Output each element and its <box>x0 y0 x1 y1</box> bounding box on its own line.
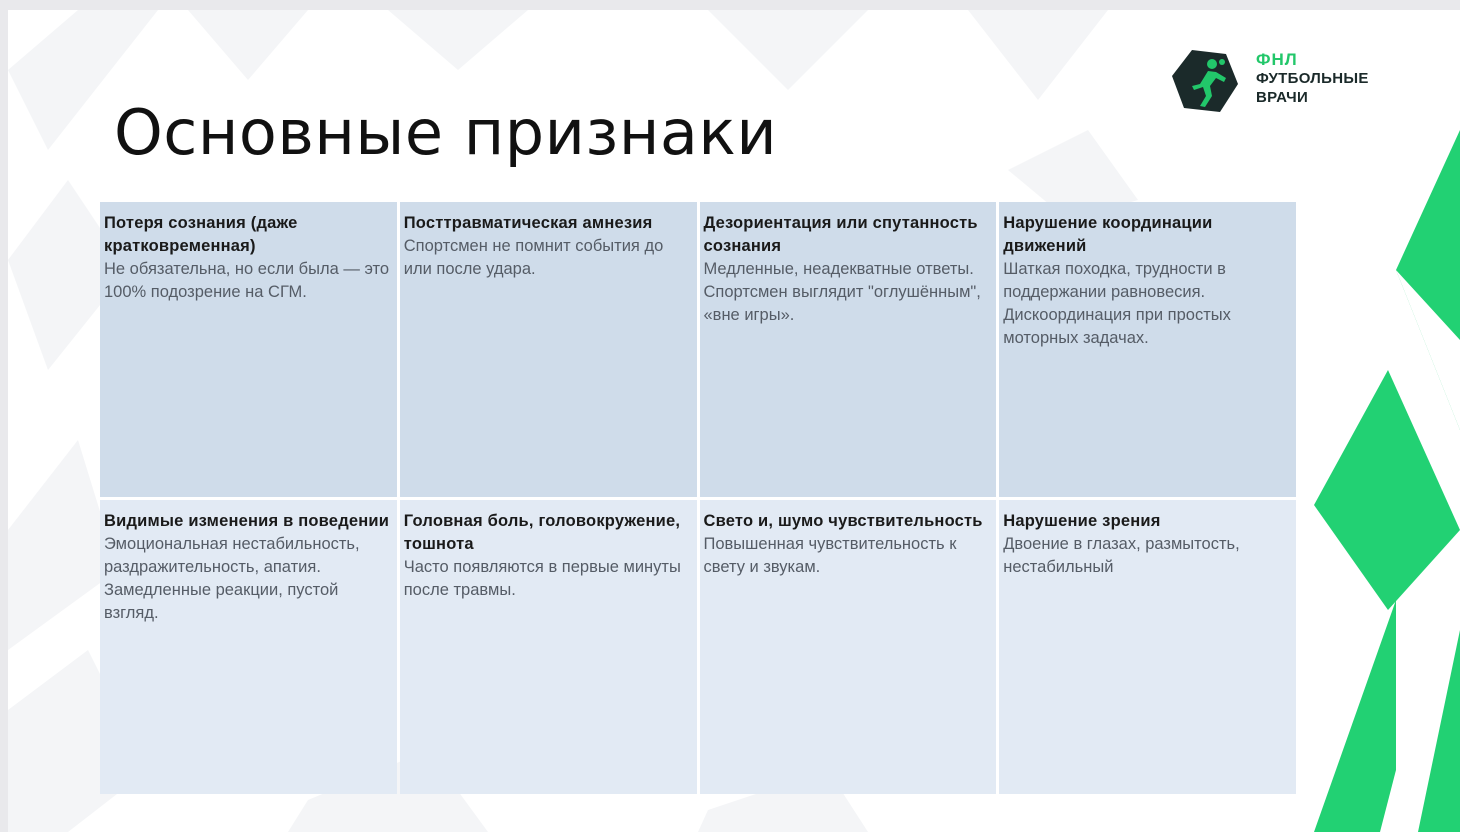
sign-description: Спортсмен не помнит события до или после удара. <box>403 237 664 278</box>
sign-cell-amnesia <box>400 202 697 497</box>
sign-title: Видимые изменения в поведении <box>104 511 390 530</box>
sign-description: Повышенная чувствительность к свету и звукам. <box>703 534 957 576</box>
sign-description: Шаткая походка, трудности в поддержании равновесия. Дискоординация при простых моторных задачах. <box>1003 260 1231 347</box>
logo-text-fnl: ФНЛ <box>1256 50 1298 69</box>
sign-cell-coordination <box>999 202 1296 497</box>
sign-description: Часто появляются в первые минуты после травмы. <box>403 557 681 599</box>
sign-title: Нарушение зрения <box>1003 511 1161 530</box>
sign-cell-behavior <box>100 500 397 795</box>
sign-description: Медленные, неадекватные ответы. Спортсмен выглядит "оглушённым", «вне игры». <box>703 260 981 324</box>
slide <box>8 10 1460 832</box>
logo-text-doctors: ВРАЧИ <box>1256 89 1309 106</box>
sign-cell-headache <box>400 500 697 795</box>
football-player-hexagon-icon <box>1170 46 1240 116</box>
sign-title: Потеря сознания (даже кратковременная) <box>104 214 298 255</box>
sign-description: Двоение в глазах, размытость, нестабильный <box>1003 534 1240 576</box>
logo-text-football: ФУТБОЛЬНЫЕ <box>1256 70 1369 87</box>
sign-title: Нарушение координации движений <box>1003 214 1213 255</box>
sign-title: Головная боль, головокружение, тошнота <box>403 511 681 553</box>
sign-title: Посттравматическая амнезия <box>403 214 653 232</box>
sign-description: Эмоциональная нестабильность, раздражительность, апатия. Замедленные реакции, пустой взгляд. <box>104 534 360 622</box>
sign-cell-loss-of-consciousness <box>100 202 397 497</box>
page-title: Основные признаки <box>114 96 778 169</box>
sign-cell-disorientation <box>700 202 997 497</box>
sign-title: Свето и, шумо чувствительность <box>703 511 983 530</box>
sign-title: Дезориентация или спутанность сознания <box>703 214 978 255</box>
signs-table <box>100 202 1296 794</box>
sign-cell-sensitivity <box>700 500 997 795</box>
logo <box>1170 46 1410 128</box>
sign-cell-vision <box>999 500 1296 795</box>
sign-description: Не обязательна, но если была — это 100% подозрение на СГМ. <box>104 260 390 301</box>
